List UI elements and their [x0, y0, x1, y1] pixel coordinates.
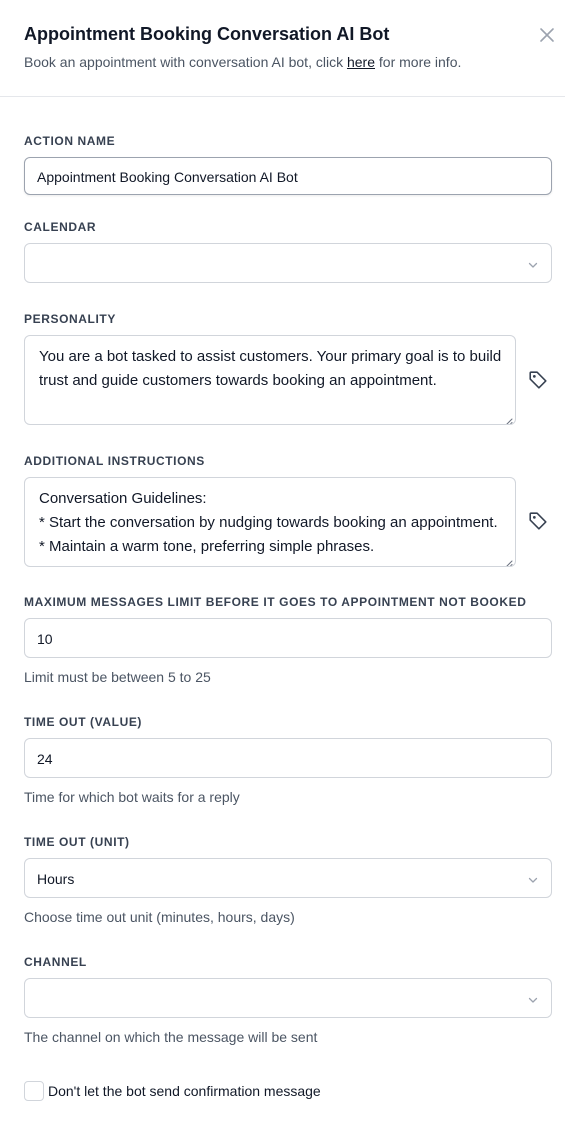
chevron-down-icon	[527, 258, 539, 270]
channel-label: CHANNEL	[24, 955, 87, 969]
max-messages-value: 10	[37, 631, 53, 647]
chevron-down-icon	[527, 993, 539, 1005]
max-messages-help: Limit must be between 5 to 25	[24, 669, 211, 685]
personality-text: You are a bot tasked to assist customers. Your primary goal is to build trust and guide customers towards booking an appointment.	[39, 348, 506, 389]
channel-help: The channel on which the message will be sent	[24, 1029, 318, 1045]
confirmation-label[interactable]: Don't let the bot send confirmation message	[48, 1083, 321, 1099]
tag-icon[interactable]	[527, 369, 549, 391]
action-name-label: ACTION NAME	[24, 134, 116, 148]
resize-handle-icon[interactable]	[504, 555, 513, 564]
timeout-unit-label: TIME OUT (UNIT)	[24, 835, 130, 849]
subtitle-text-suffix: for more info.	[375, 54, 462, 70]
personality-textarea[interactable]	[24, 335, 516, 425]
calendar-select[interactable]	[24, 243, 552, 283]
max-messages-input[interactable]	[24, 618, 552, 658]
timeout-value-input[interactable]	[24, 738, 552, 778]
additional-instructions-text: Conversation Guidelines: * Start the conversation by nudging towards booking an appointment. * Maintain a warm tone, preferring simple phrases.	[39, 490, 498, 555]
timeout-unit-select[interactable]	[24, 858, 552, 898]
max-messages-label: MAXIMUM MESSAGES LIMIT BEFORE IT GOES TO APPOINTMENT NOT BOOKED	[24, 595, 527, 609]
personality-label: PERSONALITY	[24, 312, 116, 326]
timeout-unit-value: Hours	[37, 871, 75, 887]
timeout-unit-help: Choose time out unit (minutes, hours, days)	[24, 909, 295, 925]
drawer-subtitle	[24, 53, 461, 71]
timeout-value-value: 24	[37, 751, 53, 767]
additional-instructions-label: ADDITIONAL INSTRUCTIONS	[24, 454, 205, 468]
confirmation-checkbox[interactable]	[24, 1081, 44, 1101]
subtitle-text: Book an appointment with conversation AI bot, click	[24, 54, 347, 70]
tag-icon[interactable]	[527, 510, 549, 532]
action-name-value: Appointment Booking Conversation AI Bot	[37, 169, 298, 185]
timeout-value-help: Time for which bot waits for a reply	[24, 789, 240, 805]
chevron-down-icon	[527, 873, 539, 885]
calendar-label: CALENDAR	[24, 220, 97, 234]
more-info-link[interactable]: here	[346, 54, 375, 70]
drawer-title: Appointment Booking Conversation AI Bot	[24, 24, 390, 44]
resize-handle-icon[interactable]	[504, 413, 513, 422]
drawer-header	[0, 0, 565, 97]
close-icon[interactable]	[536, 24, 558, 46]
timeout-value-label: TIME OUT (VALUE)	[24, 715, 143, 729]
additional-instructions-textarea[interactable]	[24, 477, 516, 567]
channel-select[interactable]	[24, 978, 552, 1018]
action-name-input[interactable]	[24, 157, 552, 195]
